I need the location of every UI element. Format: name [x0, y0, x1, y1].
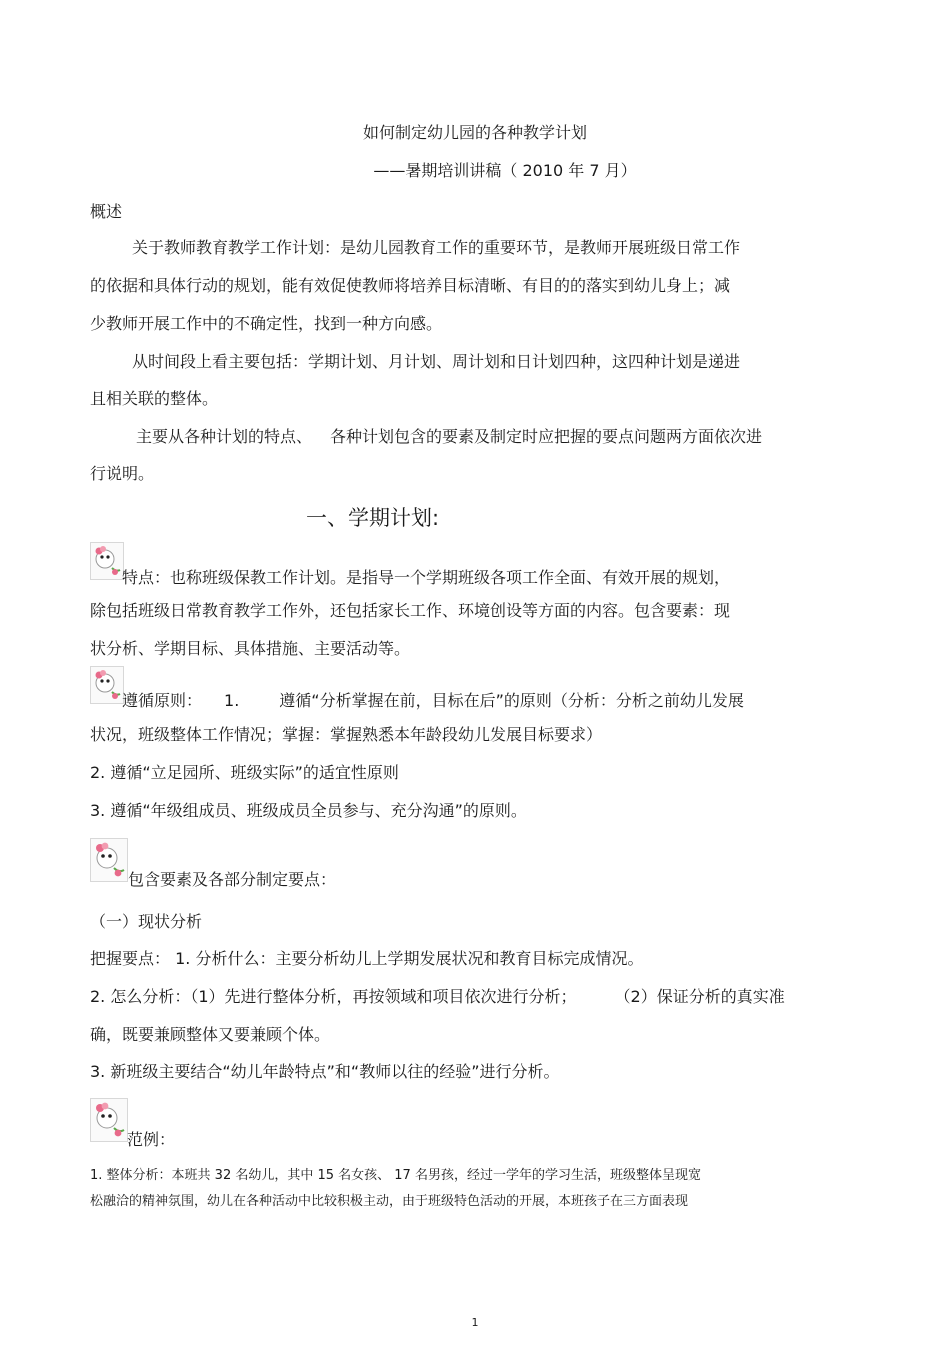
example-heading: 范例：	[127, 1130, 176, 1149]
paragraph-line: 状况，班级整体工作情况；掌握：掌握熟悉本年龄段幼儿发展目标要求）	[90, 725, 603, 744]
paragraph-segment: 2. 怎么分析：（1）先进行整体分析，再按领域和项目依次进行分析；	[90, 987, 577, 1006]
paragraph-line: 关于教师教育教学工作计划：是幼儿园教育工作的重要环节，是教师开展班级日常工作	[132, 238, 741, 257]
cartoon-bullet-icon	[90, 666, 124, 704]
paragraph-line: 2. 遵循“立足园所、班级实际”的适宜性原则	[90, 763, 399, 782]
subsection-heading: （一）现状分析	[90, 912, 203, 931]
paragraph-line	[136, 426, 762, 448]
cartoon-bullet-icon	[90, 1098, 128, 1142]
principle-label: 遵循原则：	[122, 691, 203, 710]
paragraph-line	[90, 986, 785, 1008]
example-line: 松融洽的精神氛围，幼儿在各种活动中比较积极主动，由于班级特色活动的开展，本班孩子在三方面表现	[90, 1194, 689, 1209]
paragraph-line: 且相关联的整体。	[90, 389, 219, 408]
paragraph-segment: 主要从各种计划的特点、	[136, 427, 313, 446]
paragraph-line: 确，既要兼顾整体又要兼顾个体。	[90, 1025, 331, 1044]
overview-heading: 概述	[90, 202, 123, 221]
section-heading: 一、学期计划:	[306, 506, 440, 530]
paragraph-line	[122, 690, 744, 712]
principle-text: 遵循“分析掌握在前，目标在后”的原则（分析：分析之前幼儿发展	[279, 691, 744, 710]
paragraph-line: 的依据和具体行动的规划，能有效促使教师将培养目标清晰、有目的的落实到幼儿身上；减	[90, 276, 731, 295]
principle-number: 1.	[224, 691, 240, 710]
example-line: 1. 整体分析：本班共 32 名幼儿，其中 15 名女孩、 17 名男孩，经过一学年的学习生活，班级整体呈现宽	[90, 1168, 701, 1183]
doc-title: 如何制定幼儿园的各种教学计划	[362, 123, 587, 142]
paragraph-segment: 各种计划包含的要素及制定时应把握的要点问题两方面依次进	[330, 427, 763, 446]
elements-heading: 包含要素及各部分制定要点：	[128, 870, 337, 889]
paragraph-line: 除包括班级日常教育教学工作外，还包括家长工作、环境创设等方面的内容。包含要素：现	[90, 601, 731, 620]
cartoon-bullet-icon	[90, 542, 124, 580]
paragraph-line: 把握要点： 1. 分析什么：主要分析幼儿上学期发展状况和教育目标完成情况。	[90, 949, 644, 968]
paragraph-line: 行说明。	[90, 464, 155, 483]
doc-subtitle: ——暑期培训讲稿（ 2010 年 7 月）	[373, 161, 637, 180]
paragraph-segment: （2）保证分析的真实准	[614, 987, 785, 1006]
paragraph-line: 特点：也称班级保教工作计划。是指导一个学期班级各项工作全面、有效开展的规划，	[122, 568, 731, 587]
paragraph-line: 少教师开展工作中的不确定性，找到一种方向感。	[90, 314, 443, 333]
cartoon-bullet-icon	[90, 838, 128, 882]
paragraph-line: 从时间段上看主要包括：学期计划、月计划、周计划和日计划四种，这四种计划是递进	[132, 352, 741, 371]
paragraph-line: 状分析、学期目标、具体措施、主要活动等。	[90, 639, 411, 658]
page-number: 1	[471, 1316, 479, 1329]
paragraph-line: 3. 遵循“年级组成员、班级成员全员参与、充分沟通”的原则。	[90, 801, 527, 820]
paragraph-line: 3. 新班级主要结合“幼儿年龄特点”和“教师以往的经验”进行分析。	[90, 1062, 560, 1081]
